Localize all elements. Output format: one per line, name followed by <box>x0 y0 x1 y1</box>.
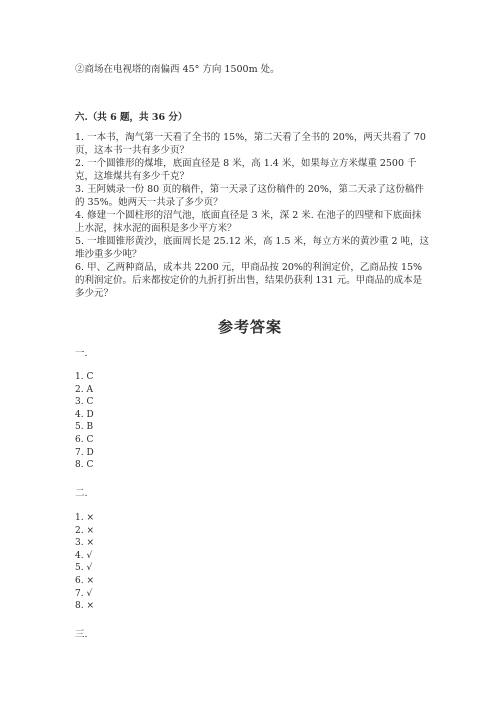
answer-item: 3. × <box>75 538 94 549</box>
answer-item: 4. D <box>75 409 94 420</box>
question-1: 1. 一本书，淘气第一天看了全书的 15%，第二天看了全书的 20%，两天共看了 70 页，这本书一共有多少页？ <box>75 132 426 156</box>
answers-title: 参考答案 <box>217 318 282 336</box>
answer-item: 7. √ <box>75 588 93 599</box>
answers-part2-heading: 二. <box>75 488 88 499</box>
question-3: 3. 王阿姨录一份 80 页的稿件，第一天录了这份稿件的 20%，第二天录了这份稿件的 35%。她两天一共录了多少页？ <box>75 184 424 208</box>
answer-item: 1. C <box>75 372 94 382</box>
answer-item: 2. × <box>75 525 94 536</box>
question-6: 6. 甲、乙两种商品，成本共 2200 元，甲商品按 20%的利润定价，乙商品按 15%的利润定价。后来都按定价的九折打折出售，结果仍获利 131 元。甲商品的成本是多少元？ <box>75 262 423 299</box>
answer-item: 3. C <box>75 397 94 408</box>
answer-item: 6. × <box>75 575 94 586</box>
question-2: 2. 一个圆锥形的煤堆，底面直径是 8 米，高 1.4 米，如果每立方米煤重 2500 千克，这堆煤共有多少千克？ <box>75 158 417 182</box>
top-line: ②商场在电视塔的南偏西 45° 方向 1500m 处。 <box>75 64 280 75</box>
answer-item: 5. B <box>75 422 94 433</box>
answer-item: 8. C <box>75 460 94 471</box>
answer-item: 8. × <box>75 601 94 612</box>
question-5: 5. 一堆圆锥形黄沙，底面周长是 25.12 米，高 1.5 米，每立方米的黄沙重 2 吨，这堆沙重多少吨？ <box>75 236 430 260</box>
answers-part1-list <box>75 371 94 472</box>
answers-part1-heading: 一. <box>75 348 88 359</box>
answer-item: 2. A <box>75 384 93 395</box>
section6-heading: 六.（共 6 题，共 36 分） <box>75 112 188 123</box>
answer-item: 6. C <box>75 434 94 445</box>
answers-part2-list <box>75 512 94 613</box>
answer-item: 1. × <box>75 513 94 523</box>
answer-item: 5. √ <box>75 563 93 574</box>
answers-part3-heading: 三. <box>75 629 88 640</box>
answer-item: 4. √ <box>75 550 93 561</box>
question-4: 4. 修建一个圆柱形的沼气池，底面直径是 3 米，深 2 米. 在池子的四壁和下底面抹上水泥，抹水泥的面积是多少平方米？ <box>75 210 422 234</box>
answer-item: 7. D <box>75 447 94 458</box>
